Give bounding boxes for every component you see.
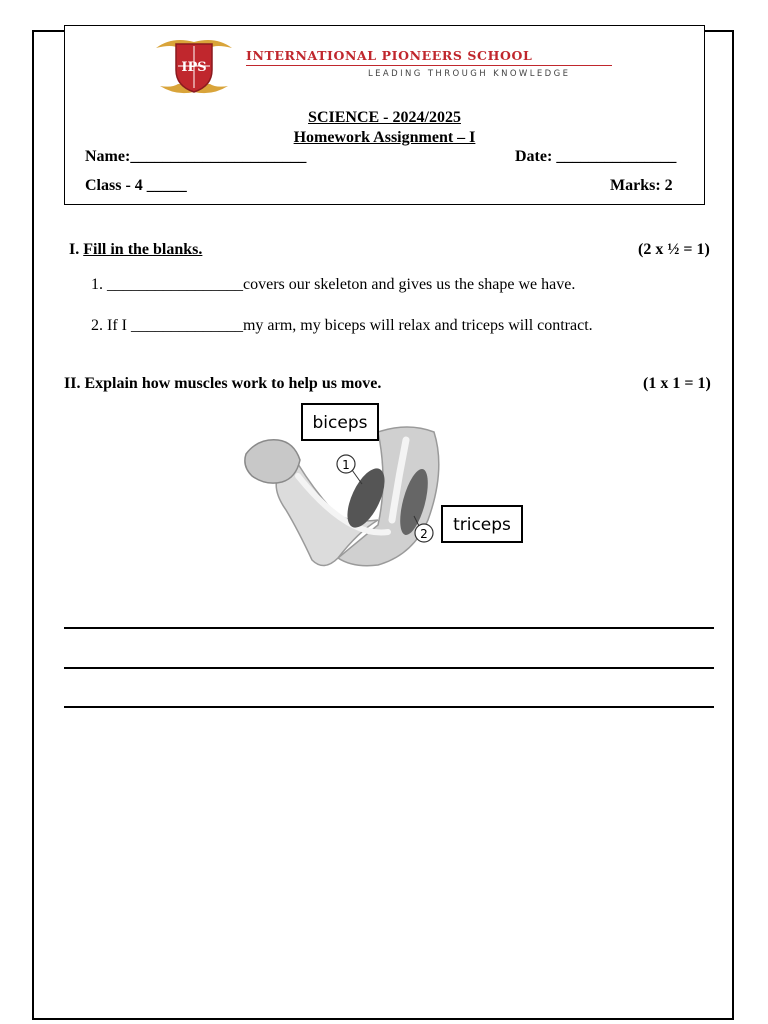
marker-1: 1 [342, 458, 350, 472]
name-field[interactable]: Name:______________________ [85, 148, 307, 165]
answer-line-1[interactable] [64, 627, 714, 629]
fist [245, 440, 300, 483]
section2-marks: (1 x 1 = 1) [643, 375, 711, 392]
logo-letters: IPS [181, 60, 207, 75]
class-field[interactable]: Class - 4 _____ [85, 177, 187, 194]
marker-2: 2 [420, 527, 428, 541]
date-field[interactable]: Date: _______________ [515, 148, 677, 165]
section1-title: Fill in the blanks. [83, 241, 203, 258]
subject-title: SCIENCE - 2024/2025 [308, 109, 461, 126]
answer-line-2[interactable] [64, 667, 714, 669]
triceps-label: triceps [441, 505, 523, 543]
school-tagline: LEADING THROUGH KNOWLEDGE [368, 69, 571, 79]
answer-line-3[interactable] [64, 706, 714, 708]
section2-title: II. Explain how muscles work to help us move. [64, 375, 382, 392]
school-name: INTERNATIONAL PIONEERS SCHOOL [246, 48, 533, 63]
section1-numeral: I. [69, 241, 80, 258]
biceps-label: biceps [301, 403, 379, 441]
school-logo [152, 34, 236, 98]
marks-label: Marks: 2 [610, 177, 673, 194]
arm-muscle-diagram [238, 420, 448, 576]
school-name-rule [246, 65, 612, 66]
section1-heading [69, 241, 202, 259]
section1-marks: (2 x ½ = 1) [638, 241, 710, 258]
assignment-title: Homework Assignment – I [293, 129, 476, 146]
question-2[interactable]: 2. If I ______________my arm, my biceps will relax and triceps will contract. [91, 317, 593, 334]
question-1[interactable]: 1. _________________covers our skeleton and gives us the shape we have. [91, 276, 576, 293]
